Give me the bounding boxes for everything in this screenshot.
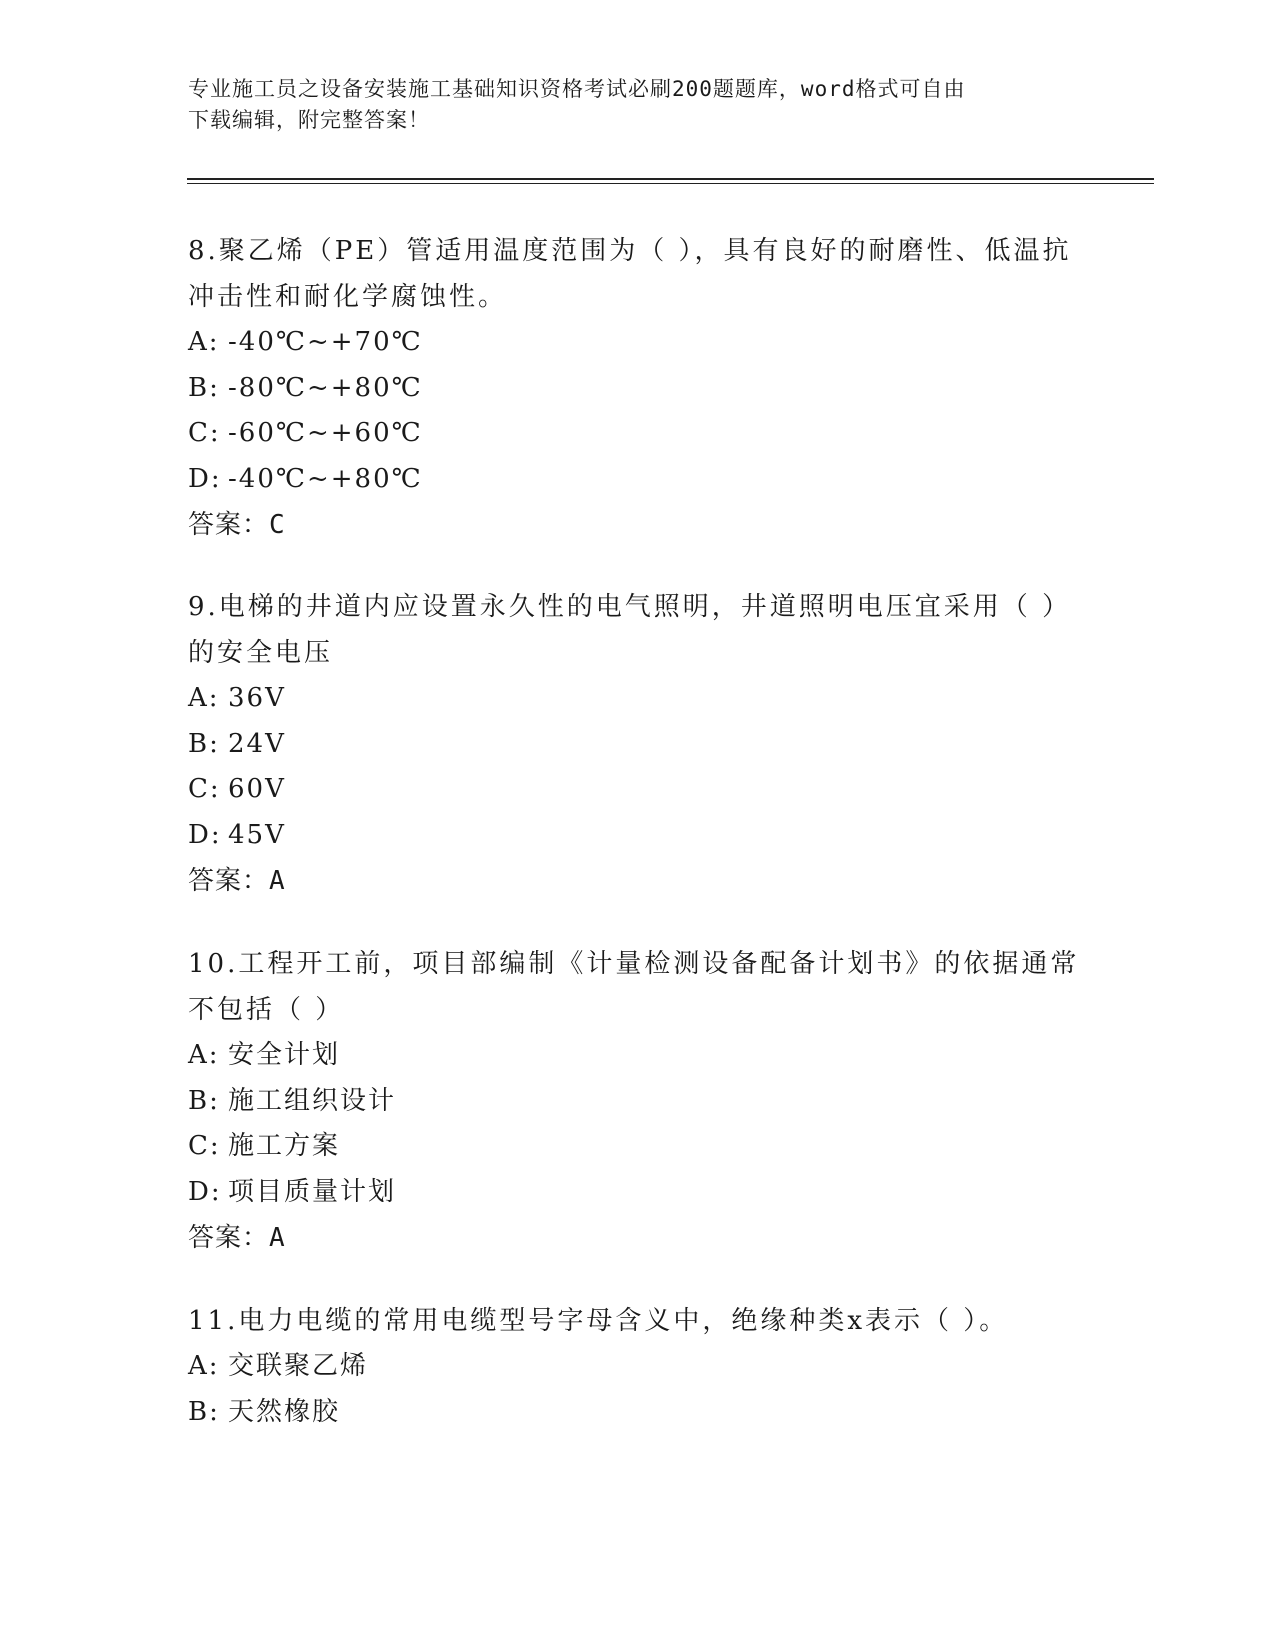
option-text: -80℃~+80℃	[228, 372, 423, 403]
option-text: 施工方案	[228, 1131, 341, 1161]
option-text: 24V	[228, 728, 286, 759]
option-b	[188, 722, 1088, 768]
option-letter: B:	[188, 728, 220, 759]
option-c	[188, 1124, 1088, 1170]
header-line-1: 专业施工员之设备安装施工基础知识资格考试必刷200题题库，word格式可自由	[188, 77, 966, 101]
option-text: -60℃~+60℃	[228, 418, 423, 448]
option-text: 安全计划	[228, 1040, 341, 1070]
option-b	[188, 1079, 1088, 1125]
option-b	[188, 1390, 1088, 1436]
question-11	[188, 1298, 1088, 1435]
option-a	[188, 320, 1088, 366]
question-stem-line: 11.电力电缆的常用电缆型号字母含义中，绝缘种类x表示（ ）。	[188, 1306, 1009, 1336]
option-letter: A:	[188, 1040, 220, 1070]
option-a	[188, 676, 1088, 722]
option-text: -40℃~+80℃	[228, 463, 423, 494]
option-letter: B:	[188, 372, 220, 403]
header-line-2: 下载编辑，附完整答案！	[188, 108, 430, 132]
option-b	[188, 366, 1088, 412]
option-text: 交联聚乙烯	[228, 1351, 369, 1381]
option-letter: A:	[188, 1351, 220, 1381]
question-stem-line: 8.聚乙烯（PE）管适用温度范围为（ ），具有良好的耐磨性、低温抗	[188, 236, 1072, 266]
header-divider-thin	[187, 183, 1154, 184]
option-letter: D:	[188, 1176, 222, 1207]
option-letter: D:	[188, 463, 222, 494]
question-stem-line: 冲击性和耐化学腐蚀性。	[188, 282, 508, 312]
option-c	[188, 411, 1088, 457]
answer-line: 答案：C	[188, 510, 286, 540]
option-letter: B:	[188, 1396, 220, 1427]
option-text: 60V	[228, 774, 286, 804]
option-text: -40℃~+70℃	[228, 327, 423, 357]
option-d	[188, 457, 1088, 503]
option-text: 36V	[228, 683, 286, 713]
answer-line: 答案：A	[188, 1223, 286, 1253]
document-header	[188, 74, 1088, 136]
option-text: 项目质量计划	[228, 1176, 397, 1207]
option-letter: A:	[188, 683, 220, 713]
option-text: 施工组织设计	[228, 1085, 397, 1116]
question-stem-line: 10.工程开工前，项目部编制《计量检测设备配备计划书》的依据通常	[188, 949, 1080, 979]
question-8	[188, 228, 1088, 548]
option-text: 天然橡胶	[228, 1396, 341, 1427]
question-stem-line: 9.电梯的井道内应设置永久性的电气照明，井道照明电压宜采用（ ）	[188, 592, 1072, 622]
option-text: 45V	[228, 819, 286, 850]
answer-line: 答案：A	[188, 866, 286, 896]
question-10	[188, 941, 1088, 1261]
option-letter: D:	[188, 819, 222, 850]
header-divider-thick	[187, 178, 1154, 180]
option-letter: C:	[188, 418, 221, 448]
option-a	[188, 1344, 1088, 1390]
option-letter: A:	[188, 327, 220, 357]
option-a	[188, 1033, 1088, 1079]
question-stem-line: 不包括（ ）	[188, 995, 345, 1025]
option-letter: C:	[188, 1131, 221, 1161]
option-c	[188, 767, 1088, 813]
option-letter: C:	[188, 774, 221, 804]
question-9	[188, 584, 1088, 904]
option-letter: B:	[188, 1085, 220, 1116]
option-d	[188, 1170, 1088, 1216]
option-d	[188, 813, 1088, 859]
question-stem-line: 的安全电压	[188, 638, 334, 668]
